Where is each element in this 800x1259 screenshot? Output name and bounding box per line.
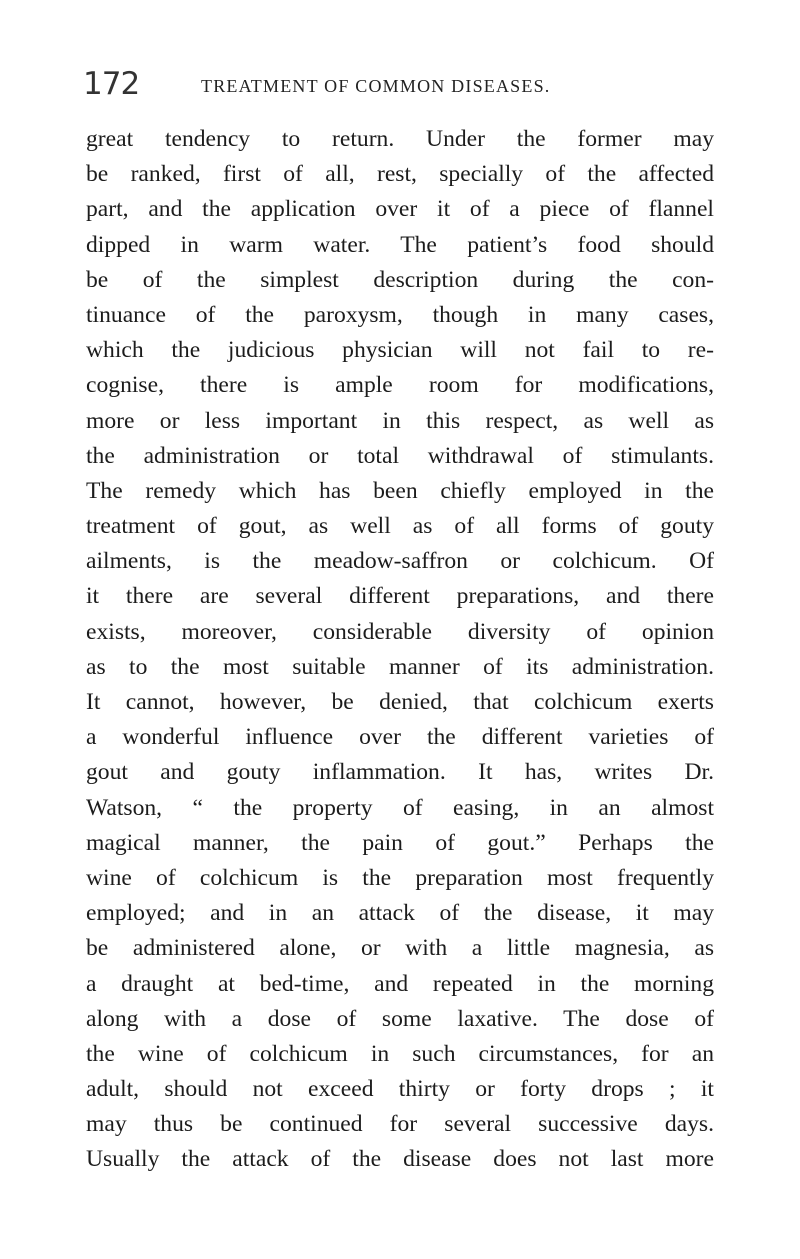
text-line: tinuance of the paroxysm, though in many cases, [86, 301, 714, 328]
text-line: wine of colchicum is the preparation most frequently [86, 864, 714, 891]
text-line: which the judicious physician will not fail to re- [86, 337, 714, 364]
text-line: treatment of gout, as well as of all forms of gouty [86, 513, 714, 540]
text-line: part, and the application over it of a piece of flannel [86, 196, 714, 223]
text-line: Usually the attack of the disease does not last more [86, 1146, 714, 1173]
text-line: be administered alone, or with a little magnesia, as [86, 935, 714, 962]
text-line: employed; and in an attack of the disease, it may [86, 900, 714, 927]
page-number: 172 [83, 66, 140, 102]
text-line: the administration or total withdrawal of stimulants. [86, 442, 714, 469]
text-line: Watson, “ the property of easing, in an almost [86, 794, 714, 821]
text-line: It cannot, however, be denied, that colchicum exerts [86, 689, 714, 715]
text-line: ailments, is the meadow-saffron or colchicum. Of [86, 548, 714, 575]
text-line: adult, should not exceed thirty or forty drops ; it [86, 1076, 714, 1103]
text-line: a draught at bed-time, and repeated in the morning [86, 970, 714, 997]
text-line: exists, moreover, considerable diversity of opinion [86, 618, 714, 645]
text-line: be of the simplest description during the con- [86, 266, 714, 293]
text-line: magical manner, the pain of gout.” Perhaps the [86, 829, 714, 856]
text-line: The remedy which has been chiefly employed in the [86, 477, 714, 504]
text-line: as to the most suitable manner of its administration. [86, 653, 714, 680]
text-line: more or less important in this respect, as well as [86, 407, 714, 434]
text-line: be ranked, first of all, rest, specially of the affected [86, 161, 714, 188]
text-line: along with a dose of some laxative. The dose of [86, 1005, 714, 1032]
body-text [86, 122, 714, 1178]
text-line: great tendency to return. Under the former may [86, 126, 714, 152]
text-line: gout and gouty inflammation. It has, writes Dr. [86, 759, 714, 786]
text-line: it there are several different preparations, and there [86, 583, 714, 610]
running-head [83, 64, 723, 104]
text-line: dipped in warm water. The patient’s food should [86, 231, 714, 258]
text-line: the wine of colchicum in such circumstances, for an [86, 1040, 714, 1067]
text-line: may thus be continued for several successive days. [86, 1111, 714, 1138]
running-title: TREATMENT OF COMMON DISEASES. [201, 76, 551, 96]
text-line: a wonderful influence over the different varieties of [86, 724, 714, 751]
text-line: cognise, there is ample room for modifications, [86, 372, 714, 399]
